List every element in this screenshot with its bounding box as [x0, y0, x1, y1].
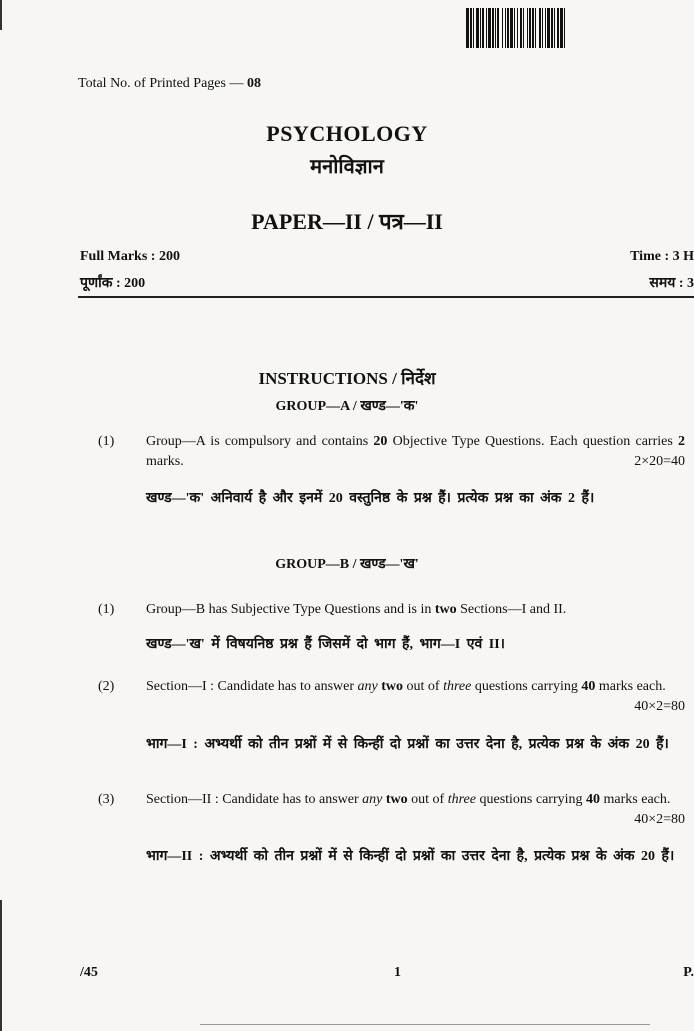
- group-a-item-1-hindi: खण्ड—'क' अनिवार्य है और इनमें 20 वस्तुनिष्ठ के प्रश्न हैं। प्रत्येक प्रश्न का अंक 2 हैं।: [146, 491, 595, 506]
- scan-edge-mark: [0, 900, 2, 1031]
- barcode: [466, 8, 690, 48]
- footer-page-number: 1: [394, 965, 401, 980]
- paper-title: PAPER—II / पत्र—II: [251, 209, 443, 234]
- group-b-heading: GROUP—B / खण्ड—'ख': [275, 557, 419, 572]
- printed-pages-label: Total No. of Printed Pages —: [78, 76, 244, 91]
- printed-pages-value: 08: [246, 76, 261, 91]
- group-b-item-1-hindi: खण्ड—'ख' में विषयनिष्ठ प्रश्न हैं जिसमें दो भाग हैं, भाग—I एवं II।: [146, 637, 505, 652]
- group-b-item-2-number: (2): [98, 679, 115, 694]
- bottom-rule: [200, 1024, 650, 1025]
- full-marks-hi: पूर्णांक : 200: [80, 276, 146, 291]
- subject-title-en: PSYCHOLOGY: [266, 121, 428, 146]
- printed-pages-line: [78, 76, 261, 92]
- subject-title-hi: मनोविज्ञान: [310, 156, 384, 178]
- footer-pto: P.: [683, 965, 694, 980]
- group-a-item-1-text: Group—A is compulsory and contains 20 Objective Type Questions. Each question carries 2 marks. 2×20=40: [146, 432, 685, 472]
- group-b-item-2-marks: 40×2=80: [634, 699, 685, 714]
- full-marks-en: Full Marks : 200: [80, 249, 180, 264]
- header-divider: [78, 296, 694, 298]
- group-b-item-3-hindi: भाग—II : अभ्यर्थी को तीन प्रश्नों में से किन्हीं दो प्रश्नों का उत्तर देना है, प्रत्येक प्रश्न के अंक 20 हैं।: [146, 849, 675, 864]
- scan-edge-mark: [0, 0, 2, 30]
- group-a-item-1-number: (1): [98, 434, 115, 449]
- group-b-item-3-number: (3): [98, 792, 115, 807]
- group-b-item-2-text: Section—I : Candidate has to answer any two out of three questions carrying 40 marks each. 40×2=80: [146, 677, 685, 697]
- time-hi: समय : 3: [649, 276, 694, 291]
- instructions-heading: INSTRUCTIONS / निर्देश: [258, 369, 436, 388]
- group-b-item-2-hindi: भाग—I : अभ्यर्थी को तीन प्रश्नों में से किन्हीं दो प्रश्नों का उत्तर देना है, प्रत्येक प्रश्न के अंक 20 हैं।: [146, 737, 669, 752]
- group-a-heading: GROUP—A / खण्ड—'क': [275, 399, 419, 414]
- group-b-item-1-number: (1): [98, 602, 115, 617]
- footer-code: /45: [80, 965, 98, 980]
- group-b-item-3-text: Section—II : Candidate has to answer any two out of three questions carrying 40 marks each. 40×2=80: [146, 790, 685, 810]
- group-b-item-3-marks: 40×2=80: [634, 812, 685, 827]
- group-b-item-1-text: Group—B has Subjective Type Questions and is in two Sections—I and II.: [146, 602, 567, 617]
- time-en: Time : 3 H: [630, 249, 694, 264]
- group-a-item-1-marks: 2×20=40: [634, 454, 685, 469]
